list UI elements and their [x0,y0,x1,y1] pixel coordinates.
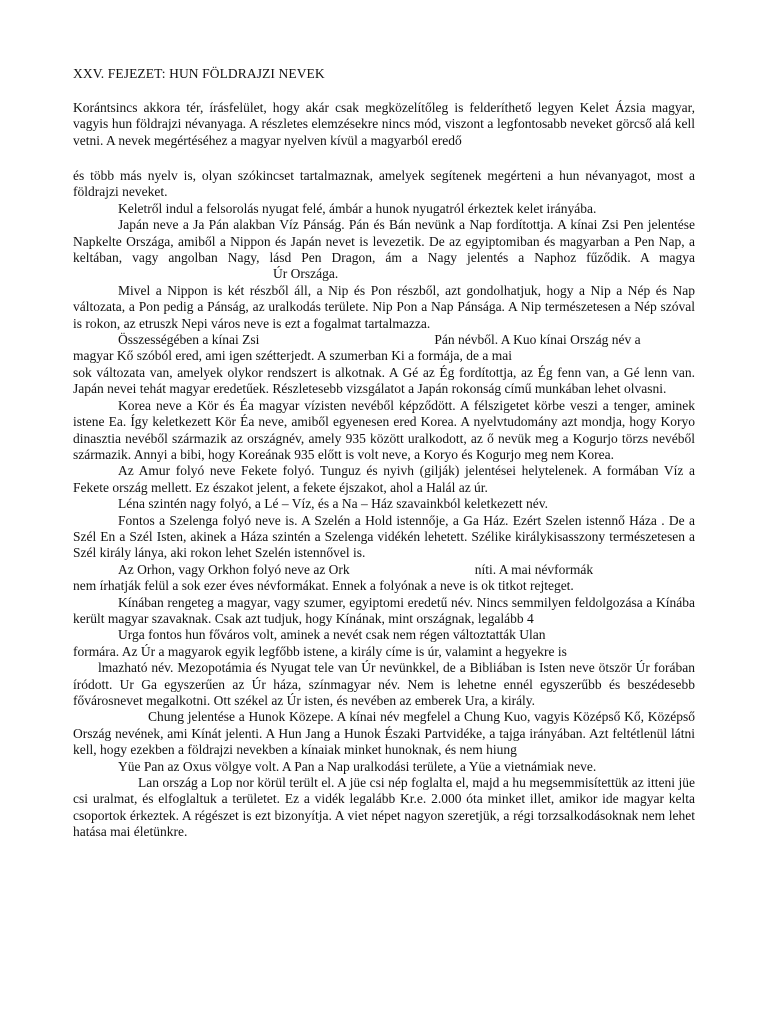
paragraph-11: Fontos a Szelenga folyó neve is. A Szelén a Hold istennője, a Ga Ház. Ezért Szelen istennő Háza . De a Szél En a Szél Isten, akinek a Háza szintén a Szelenga vidékén lehetett. Szélike királykisasszony természetesen a Szél király lánya, aki rokon lehet Szelén istennővel is. [73,512,695,561]
paragraph-2: Keletről indul a felsorolás nyugat felé, ámbár a hunok nyugatról érkeztek kelet irányába. [118,200,597,216]
fragment-pan-nevbol: Pán névből. A Kuo kínai Ország név a [434,332,641,348]
fragment-niti: níti. A mai névformák [474,561,594,577]
paragraph-3-text: Japán neve a Ja Pán alakban Víz Pánság. Pán és Bán nevünk a Nap fordítottja. A kínai Zsi Pen jelentése Napkelte Országa, amiből a Nippon és Japán nevet is levezetik. De az egyiptomiban és magyarban a Pen Nap, a keltában, vagy angolban Nagy, lásd Pen Dragon, ám a Nagy jelentés a Naphoz fűződik. A magya [73,217,695,266]
body-block [73,168,695,841]
intro-paragraph: Korántsincs akkora tér, írásfelület, hogy akár csak megközelítőleg is felderíthető legyen Kelet Ázsia magyar, vagyis hun földrajzi névanyaga. A részletes elemzésekre nincs mód, viszont a legfontosabb neveket görcső alá kell vetni. A nevek megértéséhez a magyar nyelven kívül a magyarból eredő [73,100,695,148]
paragraph-16: formára. Az Úr a magyarok egyik legfőbb istene, a király címe is úr, valamint a hegyekre is [73,643,567,659]
paragraph-15: Urga fontos hun főváros volt, aminek a nevét csak nem régen változtatták Ulan [118,627,546,643]
paragraph-9: Az Amur folyó neve Fekete folyó. Tunguz és nyivh (gilják) jelentései helytelenek. A formában Víz a Fekete ország mellett. Ez északot jelent, a fekete éjszakot, ahol a Halál az úr. [73,463,695,495]
intro-block [73,100,695,149]
paragraph-12 [73,562,695,578]
paragraph-13: nem írhatják felül a sok ezer éves névformákat. Ennek a folyónak a neve is ok titkot rejteget. [73,578,574,594]
paragraph-12-text: Az Orhon, vagy Orkhon folyó neve az Ork [118,561,350,577]
paragraph-20: Lan ország a Lop nor körül terült el. A jüe csi nép foglalta el, majd a hu megsemmisítettük az itteni jüe csi uralmat, és elfoglaltuk a területet. Ez a vidék legalább Kr.e. 2.000 óta minket illet, amikor ide magyar kelta csoportok érkeztek. A régészet is ezt bizonyítja. A viet népet nagyon szeretjük, a régi torzsalkodásoknak nem lehet hatása mai életünkre. [73,775,695,840]
paragraph-5-text: Összességében a kínai Zsi [118,332,260,348]
paragraph-7: sok változata van, amelyek olykor rendszert is alkotnak. A Gé az Ég fordítottja, az Ég fenn van, a Gé lenn van. Japán nevei tehát magyar eredetűek. Részletesebb vizsgálatot a Japán rokonság című munkában lehet olvasni. [73,364,695,397]
paragraph-10: Léna szintén nagy folyó, a Lé – Víz, és a Na – Ház szavainkból keletkezett név. [118,496,548,512]
fragment-ur-orszaga: Úr Országa. [273,266,339,282]
paragraph-4: Mivel a Nippon is két részből áll, a Nip és Pon részből, azt gondolhatjuk, hogy a Nip a Nép és Nap változata, a Pon pedig a Pánság, az uralkodás területe. Nip Pon a Nap Pánsága. A Nip természetesen a Nép szóval is rokon, az etruszk Nepi város neve is ezt a fogalmat tartalmazza. [73,282,695,331]
paragraph-3 [73,217,695,283]
paragraph-17: lmazható név. Mezopotámia és Nyugat tele van Úr nevünkkel, de a Bibliában is Isten neve ötször Úr forában íródott. Ur Ga egyszerűen az Úr háza, színmagyar név. Nem is lehetne ennél egyszerűbb és beszédesebb fővárosnevet megalkotni. Ott székel az Úr isten, és nevében az emberek Ura, a király. [73,660,695,708]
paragraph-1: és több más nyelv is, olyan szókincset tartalmaznak, amelyek segítenek megérteni a hun névanyagot, most a földrajzi neveket. [73,168,695,200]
paragraph-5 [73,332,695,348]
paragraph-19: Yüe Pan az Oxus völgye volt. A Pan a Nap uralkodási területe, a Yüe a vietnámiak neve. [118,758,597,774]
paragraph-14: Kínában rengeteg a magyar, vagy szumer, egyiptomi eredetű név. Nincs semmilyen feldolgozása a Kínába került magyar szavaknak. Csak azt tudjuk, hogy Kínának, mint országnak, legalább 4 [73,594,695,626]
paragraph-6: magyar Kő szóból ered, ami igen szétterjedt. A szumerban Ki a formája, de a mai [73,348,512,364]
paragraph-8: Korea neve a Kör és Éa magyar vízisten nevéből képződött. A félszigetet körbe veszi a tenger, aminek istene Ea. Így keletkezett Kör Éa neve, amiből egyenesen ered Korea. A nyelvtudomány azt mondja, hogy Koryo dinasztia nevéből származik az országnév, amely 935 között uralkodott, az ő nevük meg a Kogurjo törzs nevéből származik. Annyi a bibi, hogy Koreának 935 előtt is volt neve, a Koryo és Kogurjo meg nem Korea. [73,397,695,462]
paragraph-18: Chung jelentése a Hunok Közepe. A kínai név megfelel a Chung Kuo, vagyis Középső Kő, Középső Ország nevének, ami Kínát jelenti. A Hun Jang a Hunok Északi Partvidéke, a tajga irányában. Azt feltétlenül látni kell, hogy ezekben a földrajzi nevekben a kínaiak minket hunoknak, és nem hiung [73,709,695,758]
chapter-title: XXV. FEJEZET: HUN FÖLDRAJZI NEVEK [73,66,325,81]
